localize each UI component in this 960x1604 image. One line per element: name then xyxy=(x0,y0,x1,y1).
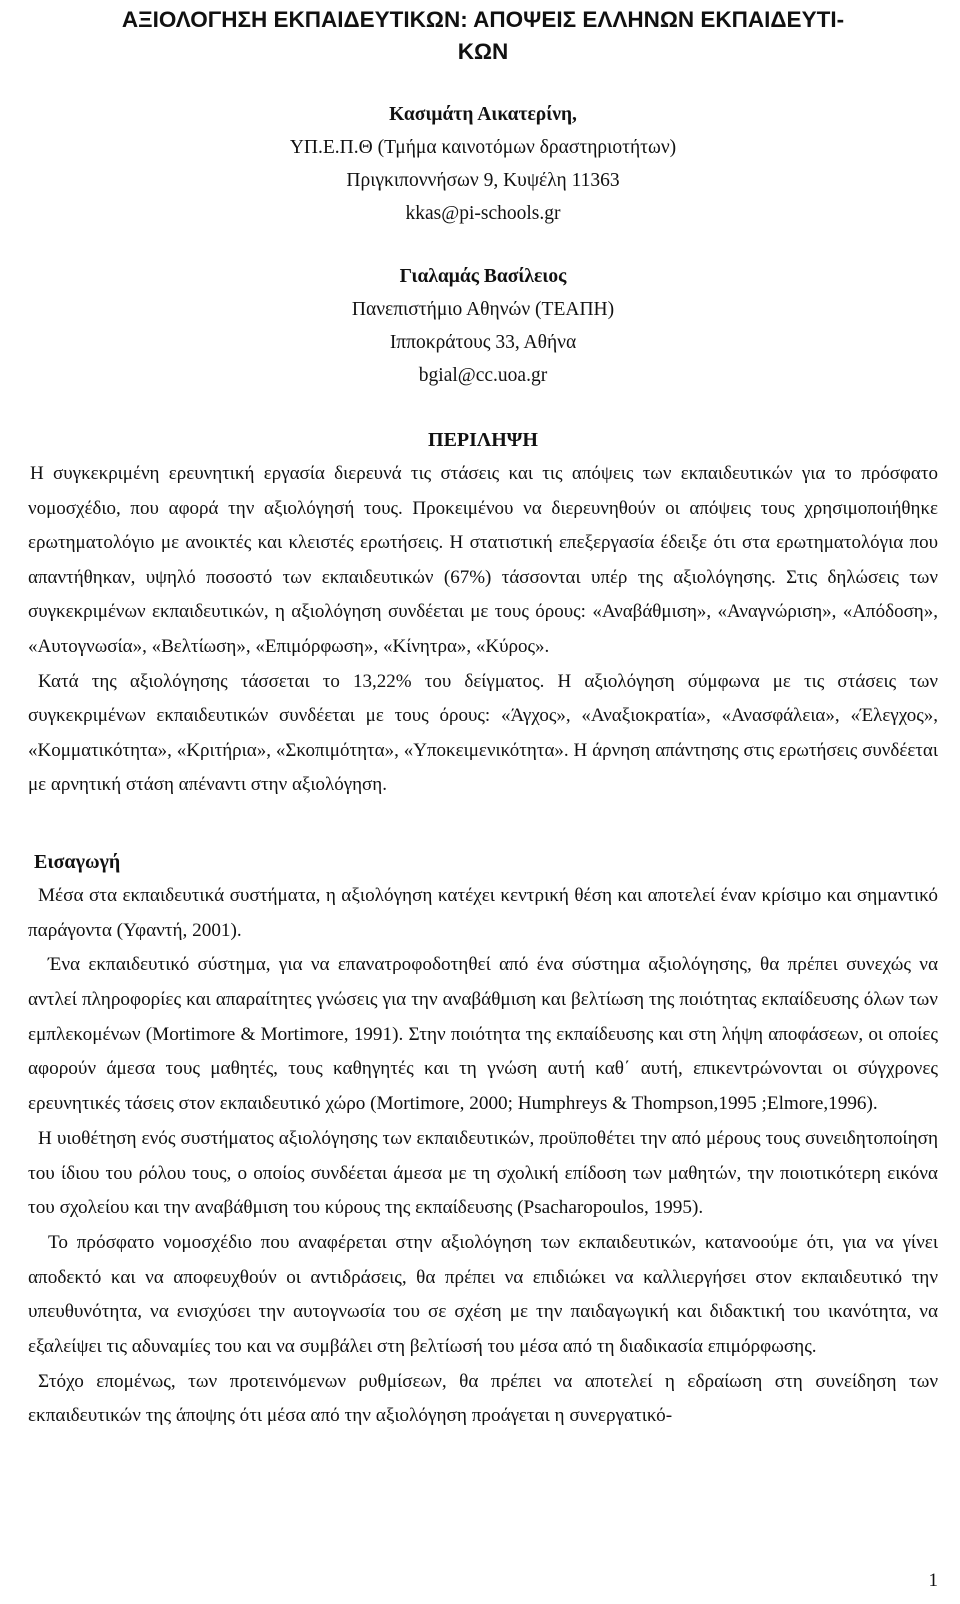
author-name: Κασιμάτη Αικατερίνη, xyxy=(389,104,577,125)
abstract-paragraph: Κατά της αξιολόγησης τάσσεται το 13,22% του δείγματος. Η αξιολόγηση σύμφωνα με τις στάσεις των συγκεκριμένων εκπαιδευτικών συνδέεται με τους όρους: «Άγχος», «Αναξιοκρατία», «Ανασφάλεια», «Έλεγχος», «Κομματικότητα», «Κριτήρια», «Σκοπιμότητα», «Υποκειμενικότητα». Η άρνηση απάντησης στις ερωτήσεις συνδέεται με αρνητική στάση απέναντι στην αξιολόγηση. xyxy=(28,670,938,796)
author-address: Ιπποκράτους 33, Αθήνα xyxy=(389,332,577,353)
author-address: Πριγκιποννήσων 9, Κυψέλη 11363 xyxy=(346,170,620,191)
body-paragraph: Στόχο επομένως, των προτεινόμενων ρυθμίσεων, θα πρέπει να αποτελεί η εδραίωση στη συνείδηση των εκπαιδευτικών της άποψης ότι μέσα από την αξιολόγηση προάγεται η συνεργατικό- xyxy=(28,1370,938,1427)
paper-title-line-2: ΚΩΝ xyxy=(457,39,509,64)
abstract-paragraph: Η συγκεκριμένη ερευνητική εργασία διερευνά τις στάσεις και τις απόψεις των εκπαιδευτικών για το πρόσφατο νομοσχέδιο, που αφορά την αξιολόγησή τους. Προκειμένου να διερευνηθούν οι απόψεις τους χρησιμοποιήθηκε ερωτηματολόγιο με ανοικτές και κλειστές ερωτήσεις. Η στατιστική επεξεργασία έδειξε ότι στα ερωτηματολόγια που απαντήθηκαν, υψηλό ποσοστό των εκπαιδευτικών (67%) τάσσονται υπέρ της αξιολόγησης. Στις δηλώσεις των συγκεκριμένων εκπαιδευτικών, η αξιολόγηση συνδέεται με τους όρους: «Αναβάθμιση», «Αναγνώριση», «Απόδοση», «Αυτογνωσία», «Βελτίωση», «Επιμόρφωση», «Κίνητρα», «Κύρος». xyxy=(28,463,938,657)
author-email: kkas@pi-schools.gr xyxy=(405,203,561,224)
authors-section xyxy=(28,98,938,392)
abstract-body xyxy=(28,457,938,803)
author-affiliation: ΥΠ.Ε.Π.Θ (Τμήμα καινοτόμων δραστηριοτήτων) xyxy=(289,137,677,158)
body-paragraph: Το πρόσφατο νομοσχέδιο που αναφέρεται στην αξιολόγηση των εκπαιδευτικών, κατανοούμε ότι, για να γίνει αποδεκτό και να αποφευχθούν οι αντιδράσεις, θα πρέπει να επιδιώκει να καλλιεργήσει στον εκπαιδευτικό την υπευθυνότητα, να ενισχύσει την αυτογνωσία του σε σχέση με την παιδαγωγική και διδακτική του ικανότητα, να εξαλείψει τις αδυναμίες του και να συμβάλει στη βελτίωσή του μέσα από τη διαδικασία επιμόρφωσης. xyxy=(28,1231,938,1358)
body-paragraph: Ένα εκπαιδευτικό σύστημα, για να επανατροφοδοτηθεί από ένα σύστημα αξιολόγησης, θα πρέπει συνεχώς να αντλεί πληροφορίες και απαραίτητες γνώσεις για την αναβάθμιση και βελτίωση της ποιότητας εκπαίδευσης όλων των εμπλεκομένων (Mortimore & Mortimore, 1991). Στην ποιότητα της εκπαίδευσης και στη λήψη αποφάσεων, οι οποίες αφορούν άμεσα τους μαθητές, τους καθηγητές και τη γνώση αυτή καθ΄ αυτή, επικεντρώνονται οι σύγχρονες ερευνητικές τάσεις στον εκπαιδευτικό χώρο (Mortimore, 2000; Humphreys & Thompson,1995 ;Elmore,1996). xyxy=(28,954,938,1115)
paper-title xyxy=(28,0,938,68)
page-number: 1 xyxy=(928,1570,938,1591)
author-block xyxy=(28,260,938,392)
introduction-body xyxy=(28,879,938,1434)
author-block xyxy=(28,98,938,230)
author-affiliation: Πανεπιστήμιο Αθηνών (ΤΕΑΠΗ) xyxy=(351,299,615,320)
paper-title-line-1: ΑΞΙΟΛΟΓΗΣΗ ΕΚΠΑΙΔΕΥΤΙΚΩΝ: ΑΠΟΨΕΙΣ ΕΛΛΗΝΩΝ ΕΚΠΑΙΔΕΥΤΙ- xyxy=(121,7,845,32)
body-paragraph: Η υιοθέτηση ενός συστήματος αξιολόγησης των εκπαιδευτικών, προϋποθέτει την από μέρους τους συνειδητοποίηση του ίδιου του ρόλου τους, ο οποίος συνδέεται άμεσα με τη σχολική επίδοση των μαθητών, την ποιοτικότερη εικόνα του σχολείου και την αναβάθμιση του κύρους της εκπαίδευσης (Psacharopoulos, 1995). xyxy=(28,1127,938,1219)
author-name: Γιαλαμάς Βασίλειος xyxy=(399,266,567,287)
abstract-heading: ΠΕΡΙΛΗΨΗ xyxy=(428,429,538,451)
author-email: bgial@cc.uoa.gr xyxy=(418,365,548,386)
body-paragraph: Μέσα στα εκπαιδευτικά συστήματα, η αξιολόγηση κατέχει κεντρική θέση και αποτελεί έναν κρίσιμο και σημαντικό παράγοντα (Υφαντή, 2001). xyxy=(28,884,938,941)
section-heading-introduction: Εισαγωγή xyxy=(34,850,121,873)
